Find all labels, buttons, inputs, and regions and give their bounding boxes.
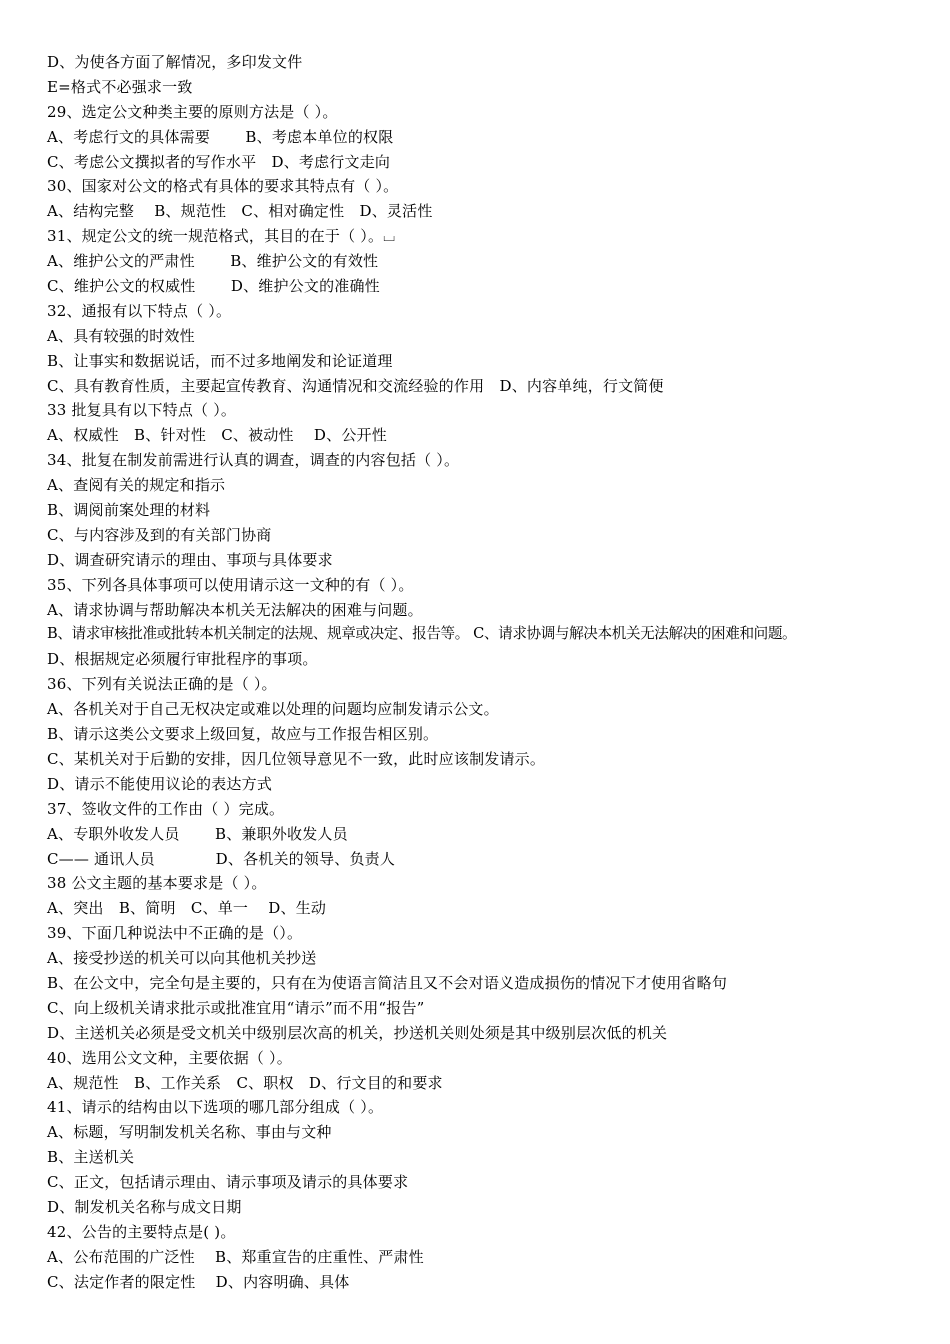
text-line: A、接受抄送的机关可以向其他机关抄送 <box>47 949 317 968</box>
question-41: 41、请示的结构由以下选项的哪几部分组成（ ）。 <box>47 1098 384 1117</box>
text-line: C—— 通讯人员 D、各机关的领导、负责人 <box>47 849 396 868</box>
text-line: A、权威性 B、针对性 C、被动性 D、公开性 <box>47 426 387 445</box>
question-35: 35、下列各具体事项可以使用请示这一文种的有（ ）。 <box>47 575 414 594</box>
question-36: 36、下列有关说法正确的是（ ）。 <box>47 675 277 694</box>
text-line: C、某机关对于后勤的安排，因几位领导意见不一致，此时应该制发请示。 <box>47 749 546 768</box>
text-line: E=格式不必强求一致 <box>47 77 193 96</box>
text-line: A、结构完整 B、规范性 C、相对确定性 D、灵活性 <box>47 202 433 221</box>
question-33: 33 批复具有以下特点（ ）。 <box>47 401 237 420</box>
text-line: C、维护公文的权威性 D、维护公文的准确性 <box>47 277 380 296</box>
text-line: B、调阅前案处理的材料 <box>47 501 211 520</box>
text-line: C、法定作者的限定性 D、内容明确、具体 <box>47 1272 350 1291</box>
question-40: 40、选用公文文种，主要依据（ ）。 <box>47 1048 292 1067</box>
text-line: A、考虑行文的具体需要 B、考虑本单位的权限 <box>47 127 394 146</box>
text-line: D、制发机关名称与成文日期 <box>47 1197 242 1216</box>
question-34: 34、批复在制发前需进行认真的调查，调查的内容包括（ ）。 <box>47 451 460 470</box>
question-42: 42、公告的主要特点是( )。 <box>47 1222 236 1241</box>
text-line: A、专职外收发人员 B、兼职外收发人员 <box>47 824 348 843</box>
text-line: C、具有教育性质，主要起宣传教育、沟通情况和交流经验的作用 D、内容单纯，行文简便 <box>47 376 664 395</box>
text-line: C、考虑公文撰拟者的写作水平 D、考虑行文走向 <box>47 152 391 171</box>
text-line: B、在公文中，完全句是主要的，只有在为使语言简洁且又不会对语义造成损伤的情况下才使用省略句 <box>47 973 728 992</box>
text-line: A、请求协调与帮助解决本机关无法解决的困难与问题。 <box>47 600 423 619</box>
question-37: 37、签收文件的工作由（ ）完成。 <box>47 799 285 818</box>
text-line: A、规范性 B、工作关系 C、职权 D、行文目的和要求 <box>47 1073 443 1092</box>
text-line: D、调查研究请示的理由、事项与具体要求 <box>47 550 333 569</box>
text-line: A、查阅有关的规定和指示 <box>47 476 226 495</box>
text-line: A、具有较强的时效性 <box>47 326 195 345</box>
text-line: D、主送机关必须是受文机关中级别层次高的机关，抄送机关则处须是其中级别层次低的机关 <box>47 1023 668 1042</box>
text-line: D、根据规定必须履行审批程序的事项。 <box>47 650 318 669</box>
text-line: B、请示这类公文要求上级回复，故应与工作报告相区别。 <box>47 725 439 744</box>
question-32: 32、通报有以下特点（ ）。 <box>47 301 232 320</box>
question-29: 29、选定公文种类主要的原则方法是（ ）。 <box>47 102 338 121</box>
text-line: D、请示不能使用议论的表达方式 <box>47 774 273 793</box>
question-30: 30、国家对公文的格式有具体的要求其特点有（ ）。 <box>47 177 399 196</box>
text-line: A、突出 B、简明 C、单一 D、生动 <box>47 899 327 918</box>
text-line: B、请求审核批准或批转本机关制定的法规、规章或决定、报告等。 C、请求协调与解决本机关无法解决的困难和问题。 <box>47 625 797 643</box>
text-line: A、公布范围的广泛性 B、郑重宣告的庄重性、严肃性 <box>47 1247 424 1266</box>
text-line: B、主送机关 <box>47 1148 135 1167</box>
text-line: C、正文，包括请示理由、请示事项及请示的具体要求 <box>47 1173 409 1192</box>
question-38: 38 公文主题的基本要求是（ ）。 <box>47 874 267 893</box>
text-line: B、让事实和数据说话，而不过多地阐发和论证道理 <box>47 351 393 370</box>
text-line: C、与内容涉及到的有关部门协商 <box>47 525 272 544</box>
question-39: 39、下面几种说法中不正确的是（）。 <box>47 924 303 943</box>
text-line: D、为使各方面了解情况，多印发文件 <box>47 53 303 71</box>
text-line: A、标题，写明制发机关名称、事由与文种 <box>47 1123 332 1142</box>
text-line: A、各机关对于自己无权决定或难以处理的问题均应制发请示公文。 <box>47 700 499 719</box>
text-line: C、向上级机关请求批示或批准宜用“请示”而不用“报告” <box>47 998 425 1017</box>
question-31: 31、规定公文的统一规范格式，其目的在于（ ）。⌴ <box>47 227 396 246</box>
text-line: A、维护公文的严肃性 B、维护公文的有效性 <box>47 252 379 271</box>
